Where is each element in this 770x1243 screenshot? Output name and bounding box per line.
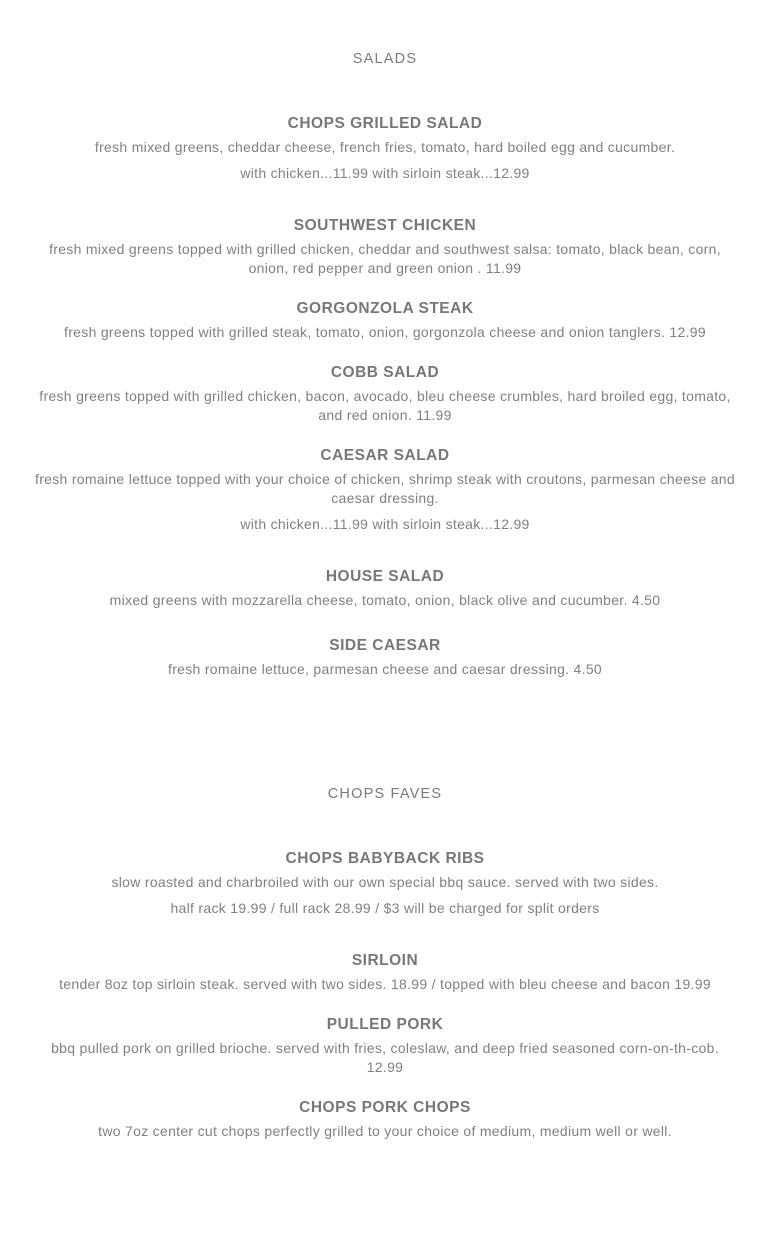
item-description: fresh romaine lettuce topped with your choice of chicken, shrimp steak with croutons, parmesan cheese and caesar dressing. (35, 471, 735, 506)
item-name: CAESAR SALAD (320, 447, 450, 464)
item-description: fresh romaine lettuce, parmesan cheese and caesar dressing. 4.50 (168, 661, 602, 677)
menu-item-side-caesar (35, 636, 735, 679)
menu-item-pulled-pork (35, 1015, 735, 1077)
item-price-options: half rack 19.99 / full rack 28.99 / $3 will be charged for split orders (170, 900, 600, 916)
section-title-salads: SALADS (352, 51, 418, 67)
item-description: two 7oz center cut chops perfectly grilled to your choice of medium, medium well or well. (98, 1123, 672, 1139)
menu-item-babyback-ribs (35, 849, 735, 918)
menu-item-house-salad (35, 567, 735, 610)
menu-item-caesar-salad (35, 446, 735, 534)
item-name: SIRLOIN (351, 952, 419, 969)
item-description: slow roasted and charbroiled with our own special bbq sauce. served with two sides. (111, 874, 659, 890)
item-price-options: with chicken...11.99 with sirloin steak...12.99 (240, 165, 530, 181)
item-name: CHOPS GRILLED SALAD (287, 115, 483, 132)
item-description: fresh greens topped with grilled chicken, bacon, avocado, bleu cheese crumbles, hard broiled egg, tomato, and red onion. 11.99 (39, 388, 731, 423)
item-description: fresh mixed greens topped with grilled chicken, cheddar and southwest salsa: tomato, black bean, corn, onion, red pepper and green onion . 11.99 (49, 241, 721, 276)
menu-item-pork-chops (35, 1098, 735, 1141)
item-name: CHOPS PORK CHOPS (299, 1099, 471, 1116)
item-description: tender 8oz top sirloin steak. served with two sides. 18.99 / topped with bleu cheese and bacon 19.99 (59, 976, 711, 992)
item-name: GORGONZOLA STEAK (296, 300, 474, 317)
item-name: PULLED PORK (326, 1016, 444, 1033)
menu-item-cobb-salad (35, 363, 735, 425)
menu-item-sirloin (35, 951, 735, 994)
faves-section (0, 679, 770, 1141)
item-name: CHOPS BABYBACK RIBS (285, 850, 485, 867)
item-description: mixed greens with mozzarella cheese, tomato, onion, black olive and cucumber. 4.50 (109, 592, 661, 608)
menu-item-gorgonzola-steak (35, 299, 735, 342)
section-title-faves: CHOPS FAVES (327, 786, 443, 802)
item-price-options: with chicken...11.99 with sirloin steak...12.99 (240, 516, 530, 532)
item-description: fresh mixed greens, cheddar cheese, french fries, tomato, hard boiled egg and cucumber. (94, 139, 676, 155)
item-name: SIDE CAESAR (329, 637, 441, 654)
menu-item-southwest-chicken (35, 216, 735, 278)
item-name: HOUSE SALAD (325, 568, 445, 585)
item-name: COBB SALAD (330, 364, 440, 381)
menu-item-chops-grilled-salad (35, 114, 735, 183)
item-description: fresh greens topped with grilled steak, tomato, onion, gorgonzola cheese and onion tanglers. 12.99 (64, 324, 706, 340)
item-description: bbq pulled pork on grilled brioche. served with fries, coleslaw, and deep fried seasoned corn-on-th-cob. 12.99 (51, 1040, 719, 1075)
item-name: SOUTHWEST CHICKEN (293, 217, 477, 234)
